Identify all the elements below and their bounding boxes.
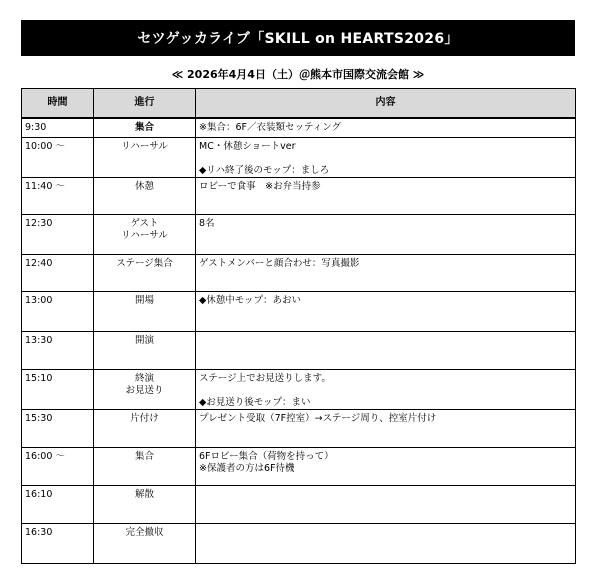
progress-cell: [94, 485, 196, 523]
content-line: [199, 153, 572, 165]
content-line: ステージ上でお見送りします。: [199, 372, 331, 384]
time-cell: 15:30: [22, 409, 94, 447]
event-date-venue: ≪ 2026年4月4日（土）＠熊本市国際交流会館 ≫: [171, 68, 425, 81]
table-row: [22, 331, 576, 369]
progress-cell: [94, 137, 196, 177]
progress-line: リハーサル: [121, 140, 168, 152]
content-cell: [196, 118, 576, 137]
header-progress: 進行: [94, 89, 196, 119]
content-line: ロビーで食事 ※お弁当持参: [199, 180, 321, 192]
content-line: ゲストメンバーと顔合わせ：写真撮影: [199, 257, 360, 269]
table-row: [22, 118, 576, 137]
progress-cell: [94, 177, 196, 214]
progress-cell: [94, 369, 196, 409]
content-line: ◆お見送り後モップ：まい: [199, 396, 311, 408]
table-row: [22, 214, 576, 254]
content-cell: [196, 331, 576, 369]
table-row: [22, 254, 576, 291]
progress-cell: [94, 214, 196, 254]
progress-cell: [94, 331, 196, 369]
table-row: [22, 369, 576, 409]
table-row: [22, 523, 576, 563]
content-cell: [196, 447, 576, 485]
time-cell: 16:30: [22, 523, 94, 563]
content-line: ※集合：6F／衣装類セッティング: [199, 122, 342, 133]
progress-line: ゲスト: [130, 217, 159, 229]
title-text: セツゲッカライブ「SKILL on HEARTS2026」: [137, 31, 459, 47]
header-time: 時間: [22, 89, 94, 119]
progress-line: お見送り: [125, 384, 164, 396]
content-cell: [196, 254, 576, 291]
progress-line: リハーサル: [121, 229, 168, 241]
progress-line: 解散: [134, 488, 154, 500]
time-cell: 16:10: [22, 485, 94, 523]
content-cell: [196, 177, 576, 214]
time-cell: 11:40 ～: [22, 177, 94, 214]
content-cell: [196, 369, 576, 409]
content-cell: [196, 523, 576, 563]
content-cell: [196, 137, 576, 177]
content-line: ※保護者の方は6F待機: [199, 462, 295, 474]
table-row: [22, 409, 576, 447]
table-row: [22, 291, 576, 331]
content-line: 6Fロビー集合（荷物を持って）: [199, 450, 334, 462]
table-row: [22, 137, 576, 177]
header-row: [22, 89, 576, 119]
content-line: [199, 385, 572, 397]
content-line: 8名: [199, 217, 215, 229]
table-row: [22, 485, 576, 523]
progress-cell: [94, 447, 196, 485]
progress-line: 休憩: [134, 180, 154, 192]
document-title: [21, 20, 575, 56]
progress-cell: [94, 291, 196, 331]
content-line: ◆休憩中モップ：あおい: [199, 294, 302, 306]
table-row: [22, 177, 576, 214]
time-cell: 13:00: [22, 291, 94, 331]
content-line: ◆リハ終了後のモップ：ましろ: [199, 164, 330, 176]
progress-cell: [94, 254, 196, 291]
progress-line: 開場: [134, 294, 154, 306]
time-cell: 12:40: [22, 254, 94, 291]
schedule-body: [22, 118, 576, 563]
time-cell: 12:30: [22, 214, 94, 254]
time-cell: 16:00 ～: [22, 447, 94, 485]
progress-cell: [94, 409, 196, 447]
content-cell: [196, 485, 576, 523]
time-cell: 9:30: [22, 118, 94, 137]
progress-line: 集合: [134, 122, 154, 133]
progress-cell: [94, 118, 196, 137]
content-cell: [196, 214, 576, 254]
time-cell: 15:10: [22, 369, 94, 409]
time-cell: 13:30: [22, 331, 94, 369]
time-cell: 10:00 ～: [22, 137, 94, 177]
progress-line: 完全撤収: [125, 526, 164, 538]
progress-line: 片付け: [130, 412, 159, 424]
progress-line: ステージ集合: [116, 257, 173, 269]
table-row: [22, 447, 576, 485]
content-cell: [196, 409, 576, 447]
progress-line: 開演: [134, 334, 154, 346]
progress-line: 終演: [134, 372, 154, 384]
schedule-table: [21, 88, 576, 564]
progress-cell: [94, 523, 196, 563]
content-line: プレゼント受取（7F控室）→ステージ周り、控室片付け: [199, 412, 437, 424]
progress-line: 集合: [134, 450, 154, 462]
content-line: MC・休憩ショートver: [199, 140, 296, 152]
content-cell: [196, 291, 576, 331]
header-content: 内容: [196, 89, 576, 119]
